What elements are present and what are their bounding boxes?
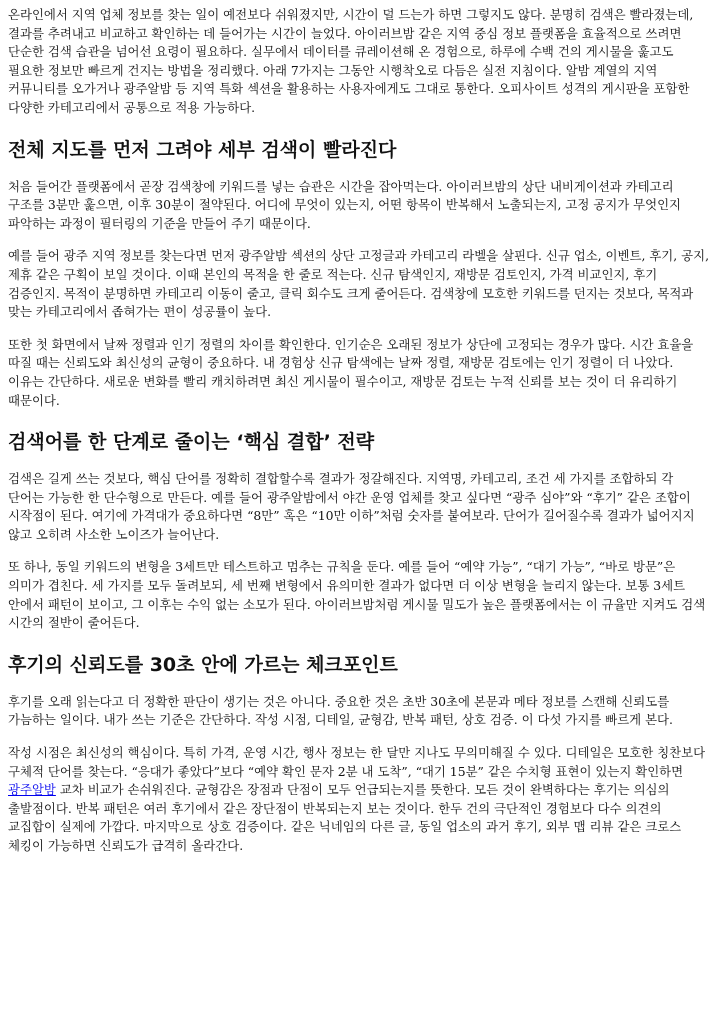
section-heading-keyword-strategy: 검색어를 한 단계로 줄이는 ‘핵심 결합’ 전략 bbox=[8, 431, 375, 454]
section-3-paragraph-2 bbox=[8, 744, 712, 856]
section-1-paragraph-1: 처음 들어간 플랫폼에서 곧장 검색창에 키워드를 넣는 습관은 시간을 잡아먹는다. 아이러브밤의 상단 내비게이션과 카테고리 구조를 3분만 훑으면, 이후 30분이 절약된다. 어디에 무엇이 있는지, 어떤 항목이 반복해서 노출되는지, 고정 공지가 무엇인지 파악하는 과정이 필터링의 기준을 만들어 주기 때문이다. bbox=[8, 178, 682, 231]
section-2-paragraph-2: 또 하나, 동일 키워드의 변형을 3세트만 테스트하고 멈추는 규칙을 둔다. 예를 들어 “예약 가능”, “대기 가능”, “바로 방문”은 의미가 겹친다. 세 가지를 모두 돌려보되, 세 번째 변형에서 유의미한 결과가 없다면 더 이상 변형을 늘리지 않는다. 보통 3세트 안에서 패턴이 보이고, 그 이후는 수익 없는 소모가 된다. 아이러브밤처럼 게시물 밀도가 높은 플랫폼에서는 이 규율만 지켜도 검색 시간의 절반이 줄어든다. bbox=[8, 559, 706, 631]
section-heading-overview-map: 전체 지도를 먼저 그려야 세부 검색이 빨라진다 bbox=[8, 138, 397, 161]
section-1-paragraph-2: 예를 들어 광주 지역 정보를 찾는다면 먼저 광주알밤 섹션의 상단 고정글과 카테고리 라벨을 살핀다. 신규 업소, 이벤트, 후기, 공지, 제휴 같은 구획이 보일 것이다. 이때 본인의 목적을 한 줄로 적는다. 신규 탐색인지, 재방문 검토인지, 가격 비교인지, 후기 검증인지. 목적이 분명하면 카테고리 이동이 줄고, 클릭 회수도 크게 줄어든다. 검색창에 모호한 키워드를 던지는 것보다, 목적과 맞는 카테고리에서 좁혀가는 편이 성공률이 높다. bbox=[8, 248, 710, 320]
section-heading-review-checkpoints: 후기의 신뢰도를 30초 안에 가르는 체크포인트 bbox=[8, 653, 398, 676]
paragraph-text-after-link: 교차 비교가 손쉬워진다. 균형감은 장점과 단점이 모두 언급되는지를 뜻한다. 모든 것이 완벽하다는 후기는 의심의 출발점이다. 반복 패턴은 여러 후기에서 같은 장단점이 반복되는지 보는 것이다. 한두 건의 극단적인 경험보다 다수 의견의 교집합이 실제에 가깝다. 마지막으로 상호 검증이다. 같은 닉네임의 다른 글, 동일 업소의 과거 후기, 외부 맵 리뷰 같은 크로스 체킹이 가능하면 신뢰도가 급격히 올라간다. bbox=[8, 782, 682, 853]
intro-paragraph: 온라인에서 지역 업체 정보를 찾는 일이 예전보다 쉬워졌지만, 시간이 덜 드는가 하면 그렇지도 않다. 분명히 검색은 빨라졌는데, 결과를 추려내고 비교하고 확인하는 데 들어가는 시간이 늘었다. 아이러브밤 같은 지역 중심 정보 플랫폼을 효율적으로 쓰려면 단순한 검색 습관을 넘어선 요령이 필요하다. 실무에서 데이터를 큐레이션해 온 경험으로, 하루에 수백 건의 게시물을 훑고도 필요한 정보만 빠르게 건지는 방법을 정리했다. 아래 7가지는 그동안 시행착오로 다듬은 실전 지침이다. 알밤 계열의 지역 커뮤니티를 오가거나 광주알밤 등 지역 특화 섹션을 활용하는 사용자에게도 그대로 통한다. 오피사이트 성격의 게시판을 포함한 다양한 카테고리에서 공통으로 적용 가능하다. bbox=[8, 7, 694, 115]
section-3-paragraph-1: 후기를 오래 읽는다고 더 정확한 판단이 생기는 것은 아니다. 중요한 것은 초반 30초에 본문과 메타 정보를 스캔해 신뢰도를 가늠하는 일이다. 내가 쓰는 기준은 간단하다. 작성 시점, 디테일, 균형감, 반복 패턴, 상호 검증. 이 다섯 가지를 빠르게 본다. bbox=[8, 693, 673, 728]
section-2-paragraph-1: 검색은 길게 쓰는 것보다, 핵심 단어를 정확히 결합할수록 결과가 정갈해진다. 지역명, 카테고리, 조건 세 가지를 조합하되 각 단어는 가능한 한 단수형으로 만든다. 예를 들어 광주알밤에서 야간 운영 업체를 찾고 싶다면 “광주 심야”와 “후기” 같은 조합이 시작점이 된다. 여기에 가격대가 중요하다면 “8만” 혹은 “10만 이하”처럼 숫자를 붙여보라. 단어가 길어질수록 결과가 넓어지지 않고 오히려 사소한 노이즈가 늘어난다. bbox=[8, 471, 695, 542]
gwangju-albam-link[interactable]: 광주알밤 bbox=[8, 782, 56, 798]
paragraph-text-before-link: 작성 시점은 최신성의 핵심이다. 특히 가격, 운영 시간, 행사 정보는 한 달만 지나도 무의미해질 수 있다. 디테일은 모호한 칭찬보다 구체적 단어를 찾는다. “응대가 좋았다”보다 “예약 확인 문자 2분 내 도착”, “대기 15분” 같은 수치형 표현이 있는지 확인하면 bbox=[8, 745, 706, 779]
section-1-paragraph-3: 또한 첫 화면에서 날짜 정렬과 인기 정렬의 차이를 확인한다. 인기순은 오래된 정보가 상단에 고정되는 경우가 많다. 시간 효율을 따질 때는 신뢰도와 최신성의 균형이 중요하다. 내 경험상 신규 탐색에는 날짜 정렬, 재방문 검토에는 인기 정렬이 더 나았다. 이유는 간단하다. 새로운 변화를 빨리 캐치하려면 최신 게시물이 필수이고, 재방문 검토는 누적 신뢰를 보는 것이 더 유리하기 때문이다. bbox=[8, 336, 694, 408]
